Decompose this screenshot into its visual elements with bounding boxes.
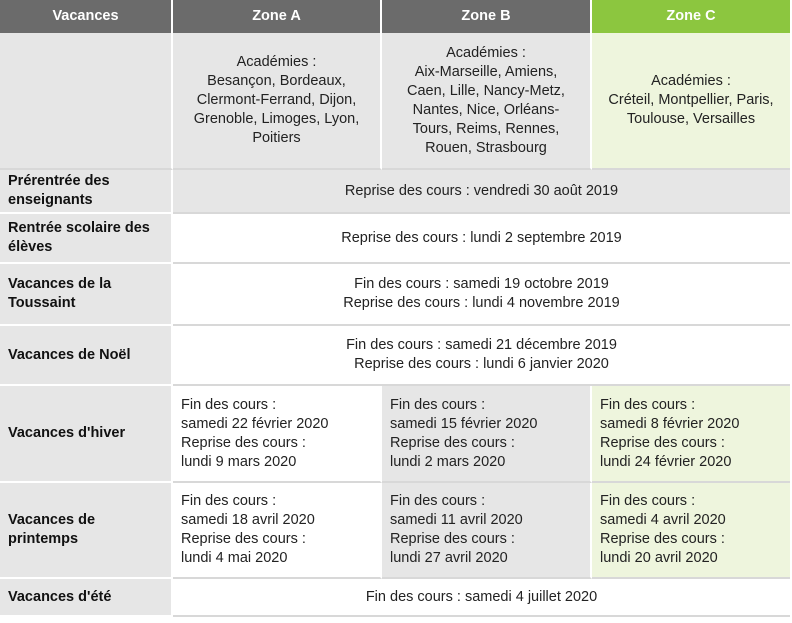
noel-date-line: Fin des cours : samedi 21 décembre 2019	[346, 337, 617, 353]
prerentree-date-line: Reprise des cours : vendredi 30 août 2019	[344, 182, 619, 199]
noel-row	[0, 326, 790, 386]
academies-label-cell	[0, 33, 173, 170]
academies-zone-a-line: Académies :	[236, 54, 317, 70]
hiver-zone-a-line: Reprise des cours :	[181, 434, 306, 451]
academies-zone-a-line: Besançon, Bordeaux,	[207, 73, 346, 89]
rentree-label: Rentrée scolaire des élèves	[0, 214, 173, 264]
academies-row	[0, 33, 790, 170]
header-row	[0, 0, 790, 33]
printemps-row	[0, 483, 790, 579]
ete-row	[0, 579, 790, 617]
printemps-zone-a-line: samedi 18 avril 2020	[181, 512, 315, 528]
hiver-label: Vacances d'hiver	[0, 386, 173, 483]
hiver-zone-b-line: lundi 2 mars 2020	[390, 453, 506, 470]
toussaint-date-line: Fin des cours : samedi 19 octobre 2019	[354, 276, 609, 292]
hiver-zone-a-line: lundi 9 mars 2020	[181, 453, 297, 470]
toussaint-row	[0, 264, 790, 326]
header-zone-a: Zone A	[173, 0, 382, 33]
header-vacances: Vacances	[0, 0, 173, 33]
rentree-date-line: Reprise des cours : lundi 2 septembre 2019	[341, 229, 622, 246]
rentree-row	[0, 214, 790, 264]
academies-zone-a-line: Clermont-Ferrand, Dijon,	[196, 92, 357, 108]
hiver-zone-a-line: samedi 22 février 2020	[181, 415, 329, 432]
printemps-zone-b-line: lundi 27 avril 2020	[390, 550, 508, 566]
hiver-zone-b-line: samedi 15 février 2020	[390, 415, 538, 432]
academies-zone-b-line: Nantes, Nice, Orléans-	[412, 101, 560, 118]
academies-zone-b-line: Aix-Marseille, Amiens,	[414, 63, 558, 80]
hiver-zone-a-line: Fin des cours :	[181, 396, 277, 413]
printemps-zone-a-line: Fin des cours :	[181, 493, 277, 509]
hiver-zone-c-line: samedi 8 février 2020	[600, 415, 740, 432]
academies-zone-c	[592, 33, 790, 170]
hiver-zone-c-line: Reprise des cours :	[600, 434, 725, 451]
prerentree-dates	[173, 170, 790, 214]
hiver-zone-b-line: Fin des cours :	[390, 396, 486, 413]
header-zone-b: Zone B	[382, 0, 592, 33]
academies-zone-b	[382, 33, 592, 170]
hiver-zone-c	[592, 386, 790, 483]
noel-dates	[173, 326, 790, 386]
header-zone-c: Zone C	[592, 0, 790, 33]
hiver-zone-a	[173, 386, 382, 483]
hiver-row	[0, 386, 790, 483]
hiver-zone-c-line: lundi 24 février 2020	[600, 453, 732, 470]
noel-date-line: Reprise des cours : lundi 6 janvier 2020	[354, 356, 609, 372]
printemps-zone-b	[382, 483, 592, 579]
printemps-zone-c-line: lundi 20 avril 2020	[600, 550, 718, 566]
printemps-zone-b-line: Reprise des cours :	[390, 531, 515, 547]
printemps-zone-a-line: Reprise des cours :	[181, 531, 306, 547]
printemps-zone-b-line: Fin des cours :	[390, 493, 486, 509]
printemps-zone-a-line: lundi 4 mai 2020	[181, 550, 288, 566]
printemps-zone-c-line: samedi 4 avril 2020	[600, 512, 726, 528]
hiver-zone-b	[382, 386, 592, 483]
academies-zone-b-line: Caen, Lille, Nancy-Metz,	[407, 82, 565, 99]
prerentree-row	[0, 170, 790, 214]
academies-zone-c-line: Toulouse, Versailles	[626, 111, 756, 127]
rentree-dates	[173, 214, 790, 264]
ete-dates	[173, 579, 790, 617]
printemps-zone-b-line: samedi 11 avril 2020	[390, 512, 523, 528]
academies-zone-b-line: Tours, Reims, Rennes,	[412, 120, 560, 137]
hiver-zone-c-line: Fin des cours :	[600, 396, 696, 413]
toussaint-date-line: Reprise des cours : lundi 4 novembre 2019	[343, 295, 620, 311]
academies-zone-c-line: Créteil, Montpellier, Paris,	[608, 92, 774, 108]
ete-label: Vacances d'été	[0, 579, 173, 617]
ete-date-line: Fin des cours : samedi 4 juillet 2020	[365, 588, 598, 605]
academies-zone-a-line: Poitiers	[252, 130, 301, 146]
academies-zone-b-line: Rouen, Strasbourg	[425, 139, 547, 156]
noel-label: Vacances de Noël	[0, 326, 173, 386]
academies-zone-a	[173, 33, 382, 170]
toussaint-label: Vacances de la Toussaint	[0, 264, 173, 326]
academies-zone-c-line: Académies :	[651, 73, 731, 89]
printemps-zone-c-line: Reprise des cours :	[600, 531, 725, 547]
printemps-zone-c	[592, 483, 790, 579]
printemps-zone-a	[173, 483, 382, 579]
hiver-zone-b-line: Reprise des cours :	[390, 434, 515, 451]
prerentree-label: Prérentrée des enseignants	[0, 170, 173, 214]
printemps-zone-c-line: Fin des cours :	[600, 493, 696, 509]
toussaint-dates	[173, 264, 790, 326]
academies-zone-a-line: Grenoble, Limoges, Lyon,	[193, 111, 360, 127]
academies-zone-b-line: Académies :	[446, 44, 526, 61]
printemps-label: Vacances de printemps	[0, 483, 173, 579]
